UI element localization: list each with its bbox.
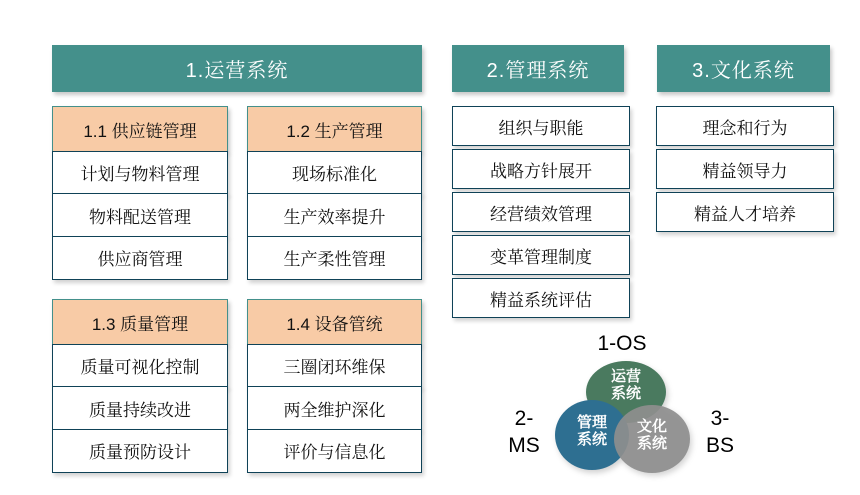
venn-outer-label-ms [496,405,552,459]
list-item: 变革管理制度 [452,235,630,275]
group-title-equipment: 1.4 设备管统 [247,299,422,345]
group-quality [52,299,228,473]
list-item: 战略方针展开 [452,149,630,189]
management-item-list [452,106,630,318]
outer-label-line: MS [508,434,540,457]
venn-outer-label-bs [690,405,750,459]
list-item: 三圈闭环维保 [247,344,422,388]
list-item: 两全维护深化 [247,386,422,430]
venn-label-operations [591,368,661,402]
culture-item-list [656,106,834,232]
venn-label-line: 系统 [636,435,667,452]
list-item: 理念和行为 [656,106,834,146]
group-supply-chain [52,106,228,280]
list-item: 精益领导力 [656,149,834,189]
list-item: 生产柔性管理 [247,236,422,280]
list-item: 质量预防设计 [52,429,228,473]
group-equipment [247,299,422,473]
list-item: 现场标准化 [247,151,422,195]
group-title-supply-chain: 1.1 供应链管理 [52,106,228,152]
venn-label-culture [617,418,687,452]
group-production [247,106,422,280]
list-item: 精益系统评估 [452,278,630,318]
venn-label-line: 系统 [610,385,641,402]
venn-label-line: 运营 [610,368,641,385]
group-title-quality: 1.3 质量管理 [52,299,228,345]
venn-label-line: 文化 [636,418,667,435]
outer-label-line: BS [705,434,734,457]
venn-label-line: 系统 [576,431,607,448]
list-item: 物料配送管理 [52,193,228,237]
list-item: 精益人才培养 [656,192,834,232]
group-title-production: 1.2 生产管理 [247,106,422,152]
section-header-management: 2.管理系统 [452,45,624,92]
list-item: 质量可视化控制 [52,344,228,388]
list-item: 计划与物料管理 [52,151,228,195]
outer-label-line: 3- [710,407,730,430]
list-item: 组织与职能 [452,106,630,146]
list-item: 评价与信息化 [247,429,422,473]
list-item: 经营绩效管理 [452,192,630,232]
section-header-culture: 3.文化系统 [657,45,830,92]
list-item: 生产效率提升 [247,193,422,237]
section-header-operations: 1.运营系统 [52,45,422,92]
venn-label-line: 管理 [576,414,607,431]
venn-outer-label-os: 1-OS [597,332,647,355]
list-item: 供应商管理 [52,236,228,280]
list-item: 质量持续改进 [52,386,228,430]
outer-label-line: 2- [514,407,534,430]
